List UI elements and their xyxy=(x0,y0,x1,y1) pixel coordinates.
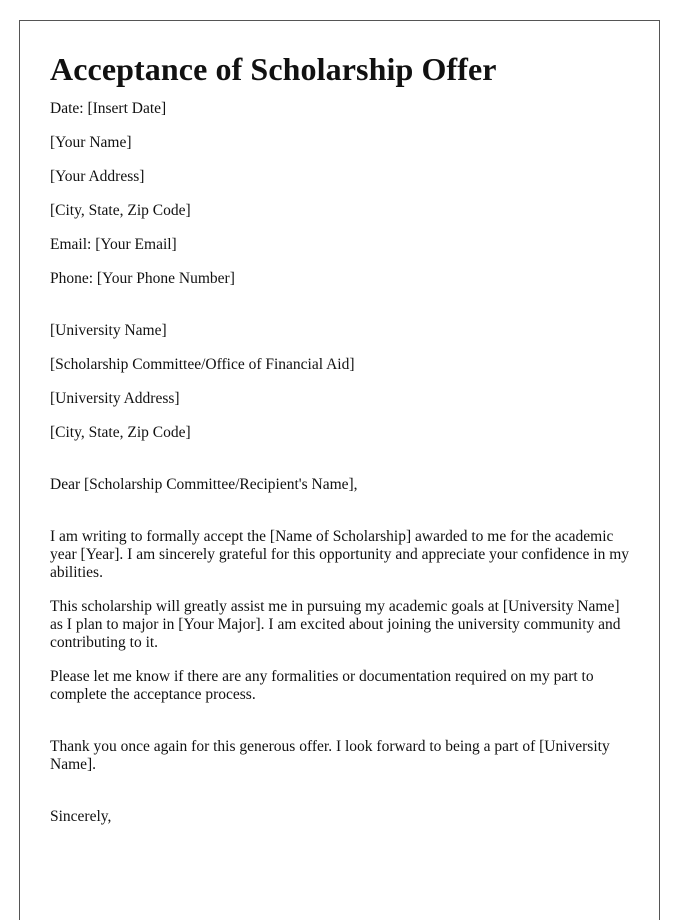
sender-name: [Your Name] xyxy=(50,134,132,151)
recipient-address: [University Address] xyxy=(50,390,180,407)
sender-email: Email: [Your Email] xyxy=(50,236,177,253)
spacer xyxy=(50,510,635,528)
spacer xyxy=(50,720,635,738)
letter-page xyxy=(19,20,660,920)
body-paragraph: Please let me know if there are any formalities or documentation required on my part to complete the acceptance process. xyxy=(50,668,594,703)
signoff: Sincerely, xyxy=(50,808,112,825)
sender-date: Date: [Insert Date] xyxy=(50,100,167,117)
letter-content xyxy=(50,51,635,842)
closing-paragraph: Thank you once again for this generous offer. I look forward to being a part of [University Name]. xyxy=(50,738,610,773)
recipient-city: [City, State, Zip Code] xyxy=(50,424,191,441)
body-paragraph: I am writing to formally accept the [Name of Scholarship] awarded to me for the academic year [Year]. I am sincerely grateful for this opportunity and appreciate your confidence in my abilities. xyxy=(50,528,630,581)
spacer xyxy=(50,304,635,322)
sender-city: [City, State, Zip Code] xyxy=(50,202,191,219)
sender-address: [Your Address] xyxy=(50,168,145,185)
sender-phone: Phone: [Your Phone Number] xyxy=(50,270,235,287)
letter-title: Acceptance of Scholarship Offer xyxy=(50,51,497,87)
spacer xyxy=(50,790,635,808)
body-paragraph: This scholarship will greatly assist me in pursuing my academic goals at [University Name] as I plan to major in [Your Major]. I am excited about joining the university community and contributing to it. xyxy=(50,598,621,651)
spacer xyxy=(50,458,635,476)
salutation: Dear [Scholarship Committee/Recipient's Name], xyxy=(50,476,358,493)
recipient-office: [Scholarship Committee/Office of Financial Aid] xyxy=(50,356,355,373)
recipient-university: [University Name] xyxy=(50,322,167,339)
